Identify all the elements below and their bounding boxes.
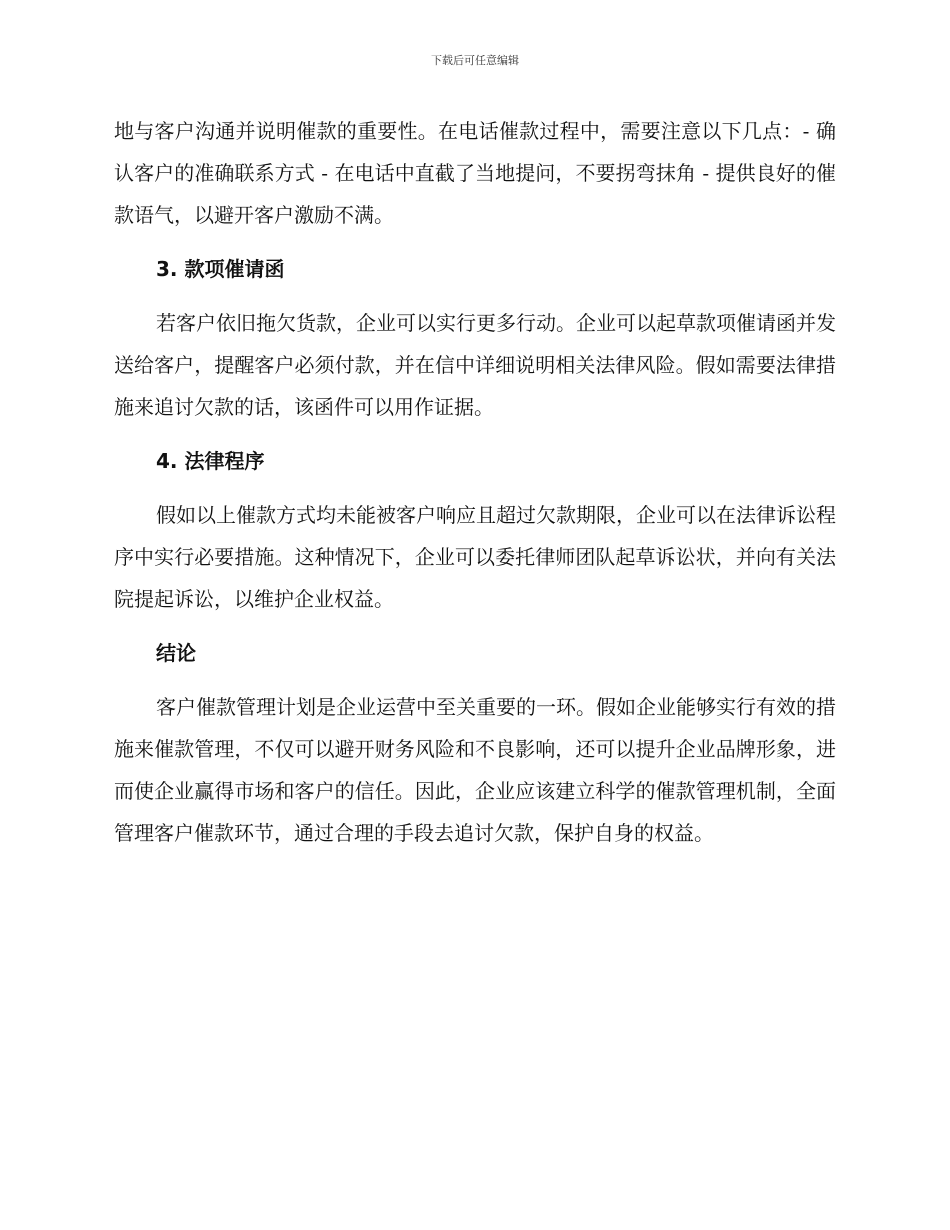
paragraph-phone-collection: 地与客户沟通并说明催款的重要性。在电话催款过程中，需要注意以下几点：- 确认客户的准确联系方式 - 在电话中直截了当地提问，不要拐弯抹角 - 提供良好的催款语气，以避开客户激励不满。 xyxy=(114,119,836,227)
heading-legal-procedure: 4. 法律程序 xyxy=(156,449,265,473)
heading-collection-letter: 3. 款项催请函 xyxy=(156,257,285,281)
paragraph-conclusion: 客户催款管理计划是企业运营中至关重要的一环。假如企业能够实行有效的措施来催款管理，不仅可以避开财务风险和不良影响，还可以提升企业品牌形象，进而使企业赢得市场和客户的信任。因此，企业应该建立科学的催款管理机制，全面管理客户催款环节，通过合理的手段去追讨欠款，保护自身的权益。 xyxy=(114,695,836,845)
page-header: 下载后可任意编辑 xyxy=(431,54,519,67)
document-body xyxy=(114,110,836,854)
heading-conclusion: 结论 xyxy=(156,641,196,665)
paragraph-legal-procedure: 假如以上催款方式均未能被客户响应且超过欠款期限，企业可以在法律诉讼程序中实行必要措施。这种情况下，企业可以委托律师团队起草诉讼状，并向有关法院提起诉讼，以维护企业权益。 xyxy=(114,503,836,611)
paragraph-collection-letter: 若客户依旧拖欠货款，企业可以实行更多行动。企业可以起草款项催请函并发送给客户，提醒客户必须付款，并在信中详细说明相关法律风险。假如需要法律措施来追讨欠款的话，该函件可以用作证据。 xyxy=(114,311,836,419)
